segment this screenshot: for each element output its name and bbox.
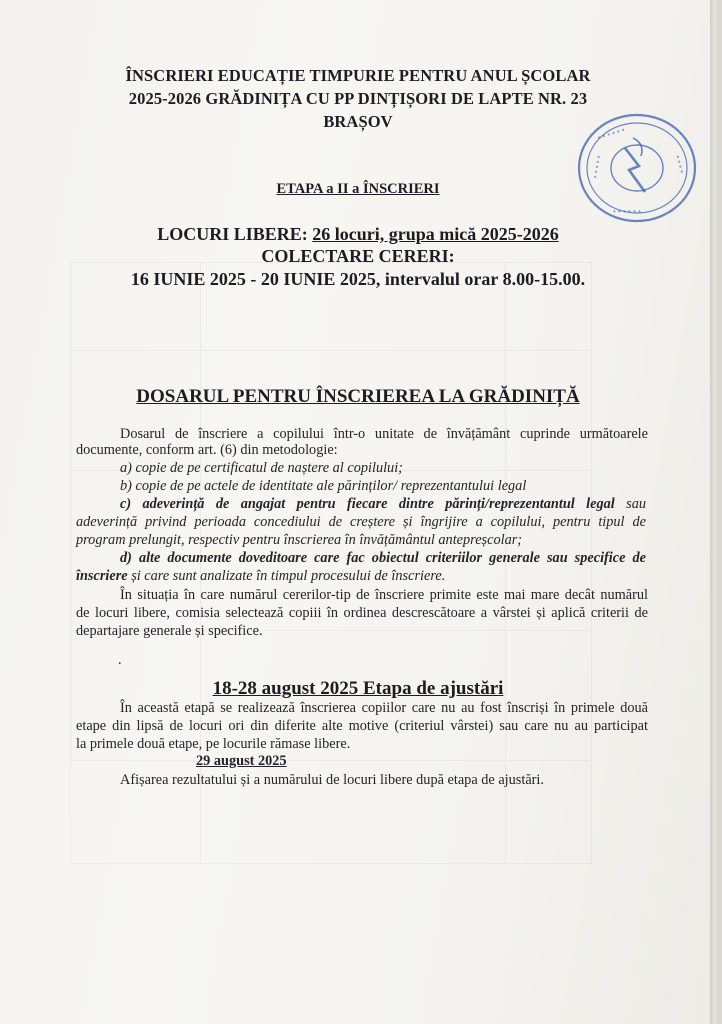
adjust-para-line-2: etape din lipsă de locuri ori din diferite alte motive (criteriul vârstei) sau care nu au participat — [76, 718, 648, 734]
school-stamp-icon — [573, 108, 701, 228]
title-line-3: BRAȘOV — [323, 112, 393, 131]
doc-item-b: b) copie de pe actele de identitate ale părinților/ reprezentantului legal — [120, 478, 527, 494]
collect-interval: 16 IUNIE 2025 - 20 IUNIE 2025, intervalul orar 8.00-15.00. — [130, 269, 586, 289]
doc-item-d: d) alte documente doveditoare care fac obiectul criteriilor generale sau specifice de — [120, 550, 646, 566]
doc-item-d-bold: înscriere — [76, 568, 128, 584]
paper-edge — [710, 0, 716, 1024]
doc-item-d-rest: și care sunt analizate în timpul procesului de înscriere. — [127, 568, 446, 584]
adjust-para-line-1: În această etapă se realizează înscrierea copiilor care nu au fost înscriși în primele două — [120, 700, 648, 716]
places-label: LOCURI LIBERE: — [157, 224, 313, 244]
selection-para-line-1: În situația în care numărul cererilor-tip de înscriere primite este mai mare decât numărul — [120, 587, 648, 603]
selection-para-line-2: de locuri libere, comisia selectează copiii în ordinea descrescătoare a vârstei și aplică criterii de — [76, 605, 648, 621]
doc-item-c-rest: sau — [614, 496, 647, 512]
results-note: Afișarea rezultatului și a numărului de locuri libere după etapa de ajustări. — [120, 772, 544, 788]
svg-text:• • • • • •: • • • • • • — [596, 125, 626, 143]
dossier-intro-2: documente, conform art. (6) din metodologie: — [76, 442, 338, 458]
doc-item-d-line-2 — [76, 568, 445, 585]
results-date: 29 august 2025 — [196, 753, 287, 769]
adjust-para-line-3: la primele două etape, pe locurile rămase libere. — [76, 736, 351, 752]
collect-heading: COLECTARE CERERI: — [261, 246, 455, 266]
places-line — [0, 224, 716, 245]
doc-item-c — [120, 496, 646, 513]
dossier-title: DOSARUL PENTRU ÎNSCRIEREA LA GRĂDINIȚĂ — [136, 386, 580, 407]
doc-item-c-line-2: adeverință privind perioada concediului de creștere și îngrijire a copilului, pentru tipul de — [76, 514, 646, 530]
stage-heading: ETAPA a II a ÎNSCRIERI — [276, 181, 440, 197]
title-line-1: ÎNSCRIERI EDUCAȚIE TIMPURIE PENTRU ANUL ȘCOLAR — [125, 66, 591, 85]
places-value: 26 locuri, grupa mică 2025-2026 — [312, 224, 559, 244]
stray-dot: . — [118, 652, 122, 668]
title-line-2: 2025-2026 GRĂDINIȚA CU PP DINȚIȘORI DE LAPTE NR. 23 — [128, 89, 588, 108]
selection-para-line-3: departajare generale și specifice. — [76, 623, 263, 639]
doc-item-c-line-3: program prelungit, respectiv pentru înscrierea în învățământul antepreșcolar; — [76, 532, 523, 548]
svg-text:• • • • • •: • • • • • • — [613, 207, 641, 216]
doc-item-c-bold: c) adeverință de angajat pentru fiecare dintre părinți/reprezentantul legal — [120, 496, 615, 512]
adjust-title: 18-28 august 2025 Etapa de ajustări — [212, 678, 504, 699]
doc-item-a: a) copie de pe certificatul de naștere al copilului; — [120, 460, 403, 476]
svg-text:• • • •: • • • • — [672, 154, 687, 175]
svg-text:• • • • •: • • • • • — [590, 154, 604, 179]
dossier-intro-1: Dosarul de înscriere a copilului într-o unitate de învățământ cuprinde următoarele — [120, 426, 648, 442]
